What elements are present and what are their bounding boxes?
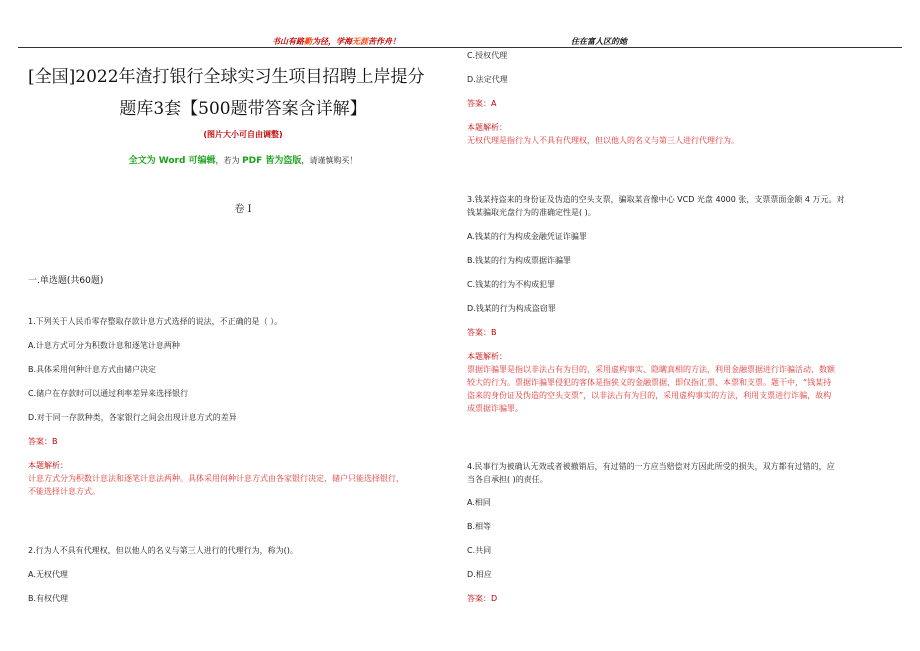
q2-option-a: A.无权代理 (28, 570, 68, 579)
q2-answer: 答案：A (467, 99, 497, 108)
q2-option-c: C.授权代理 (467, 51, 508, 60)
q3-analysis-line2: 较大的行为。票据诈骗罪侵犯的客体是指狭义的金融票据，即仅指汇票、本票和支票。题干中，“钱某持 (467, 378, 832, 387)
question-3-line2: 钱某骗取光盘行为的准确定性是( )。 (467, 208, 596, 217)
q2-option-d: D.法定代理 (467, 75, 508, 84)
question-3-line1: 3.钱某持盗来的身份证及伪造的空头支票，骗取某音像中心 VCD 光盘 4000 张，支票票面金额 4 万元。对 (467, 195, 845, 204)
q1-analysis-line1: 计息方式分为积数计息法和逐笔计息法两种。具体采用何种计息方式由各家银行决定，储户只能选择银行， (28, 474, 404, 483)
q3-option-d: D.钱某的行为构成盗窃罪 (467, 304, 556, 313)
editable-notice: 全文为 Word 可编辑，若为 PDF 皆为盗版，请谨慎购买！ (128, 156, 358, 166)
q1-option-d: D.对于同一存款种类，各家银行之间会出现计息方式的差异 (28, 413, 237, 422)
q1-analysis-title: 本题解析： (28, 461, 68, 470)
q3-option-a: A.钱某的行为构成金融凭证诈骗罪 (467, 232, 587, 241)
q1-answer: 答案：B (28, 437, 58, 446)
q1-option-a: A.计息方式可分为积数计息和逐笔计息两种 (28, 341, 180, 350)
q3-analysis-line3: 盗来的身份证及伪造的空头支票”，以非法占有为目的，采用虚构事实的方法，利用支票进行诈骗，故构 (467, 391, 832, 400)
question-4-line1: 4.民事行为被确认无效或者被撤销后，有过错的一方应当赔偿对方因此所受的损失，双方都有过错的，应 (467, 462, 835, 471)
q2-analysis-title: 本题解析： (467, 123, 507, 132)
volume-heading: 卷 I (234, 204, 252, 215)
q1-option-c: C.储户在存款时可以通过利率差异来选择银行 (28, 389, 189, 398)
section-heading: 一.单选题(共60题) (28, 276, 104, 286)
question-4-line2: 当各自承担( )的责任。 (467, 475, 548, 484)
q4-option-c: C.共同 (467, 546, 492, 555)
q4-option-b: B.相等 (467, 522, 492, 531)
document-title-line1: [全国]2022年渣打银行全球实习生项目招聘上岸提分 (28, 67, 425, 87)
header-slogan: 书山有路勤为径，学海无涯苦作舟！ (272, 37, 400, 46)
q1-analysis-line2: 不能选择计息方式。 (28, 487, 100, 496)
q2-option-b: B.有权代理 (28, 594, 69, 603)
q1-option-b: B.具体采用何种计息方式由储户决定 (28, 365, 157, 374)
q4-answer: 答案：D (467, 594, 498, 603)
q4-option-d: D.相应 (467, 570, 492, 579)
question-2: 2.行为人不具有代理权，但以他人的名义与第三人进行的代理行为，称为()。 (28, 546, 298, 555)
q3-option-c: C.钱某的行为不构成犯罪 (467, 280, 556, 289)
document-title-line2: 题库3套【500题带答案含详解】 (119, 99, 367, 119)
header-divider (18, 47, 902, 48)
q3-option-b: B.钱某的行为构成票据诈骗罪 (467, 256, 572, 265)
q3-analysis-title: 本题解析： (467, 352, 507, 361)
header-author: 住在富人区的她 (571, 37, 627, 46)
q2-analysis-line1: 无权代理是指行为人不具有代理权，但以他人的名义与第三人进行代理行为。 (467, 136, 739, 145)
document-subtitle: (图片大小可自由调整) (203, 130, 283, 139)
q3-analysis-line1: 票据诈骗罪是指以非法占有为目的，采用虚构事实、隐瞒真相的方法，利用金融票据进行诈骗活动，数额 (467, 365, 835, 374)
question-1: 1.下列关于人民币零存整取存款计息方式选择的说法，不正确的是（ ）。 (28, 317, 283, 326)
q3-answer: 答案：B (467, 328, 497, 337)
q4-option-a: A.相同 (467, 498, 491, 507)
q3-analysis-line4: 成票据诈骗罪。 (467, 404, 523, 413)
